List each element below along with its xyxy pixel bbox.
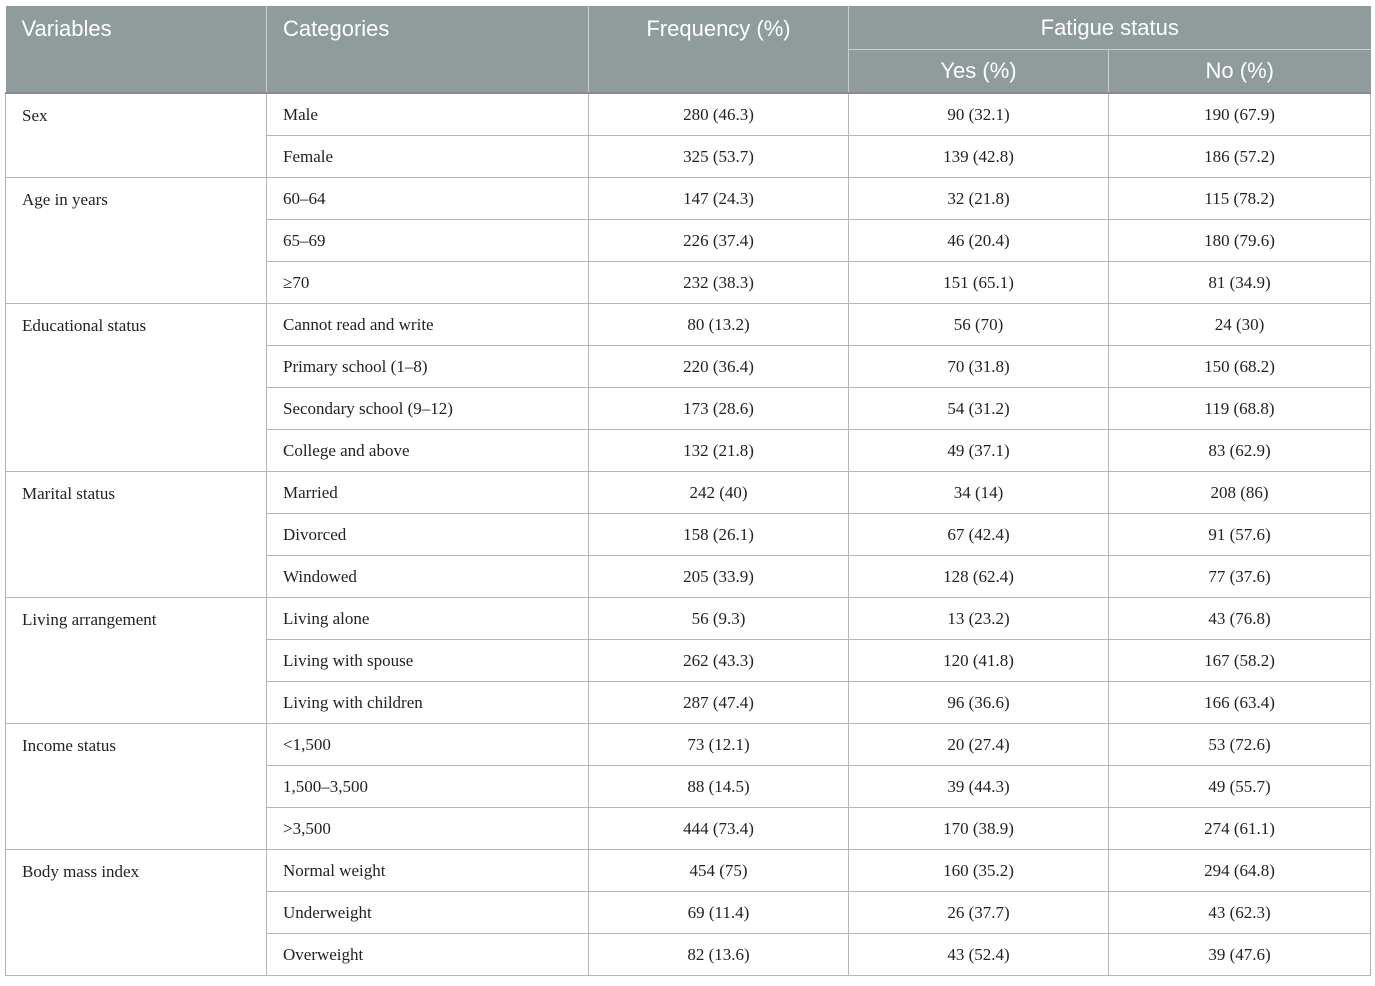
category-cell: Divorced [267,514,589,556]
frequency-cell: 444 (73.4) [589,808,849,850]
fatigue-no-cell: 208 (86) [1109,472,1371,514]
fatigue-yes-cell: 160 (35.2) [849,850,1109,892]
fatigue-no-cell: 83 (62.9) [1109,430,1371,472]
category-cell: Living with children [267,682,589,724]
variable-cell: Sex [6,93,267,178]
frequency-cell: 69 (11.4) [589,892,849,934]
category-cell: Underweight [267,892,589,934]
frequency-cell: 226 (37.4) [589,220,849,262]
header-yes: Yes (%) [849,50,1109,94]
frequency-cell: 147 (24.3) [589,178,849,220]
fatigue-yes-cell: 32 (21.8) [849,178,1109,220]
category-cell: <1,500 [267,724,589,766]
frequency-cell: 88 (14.5) [589,766,849,808]
table-row [6,93,1371,136]
frequency-cell: 82 (13.6) [589,934,849,976]
variable-cell: Living arrangement [6,598,267,724]
category-cell: Living alone [267,598,589,640]
fatigue-yes-cell: 20 (27.4) [849,724,1109,766]
category-cell: Secondary school (9–12) [267,388,589,430]
variable-cell: Income status [6,724,267,850]
table-row [6,724,1371,766]
fatigue-yes-cell: 170 (38.9) [849,808,1109,850]
fatigue-no-cell: 294 (64.8) [1109,850,1371,892]
category-cell: 60–64 [267,178,589,220]
table-row [6,472,1371,514]
fatigue-yes-cell: 70 (31.8) [849,346,1109,388]
frequency-cell: 205 (33.9) [589,556,849,598]
fatigue-no-cell: 53 (72.6) [1109,724,1371,766]
variable-cell: Marital status [6,472,267,598]
fatigue-no-cell: 24 (30) [1109,304,1371,346]
frequency-cell: 173 (28.6) [589,388,849,430]
frequency-cell: 325 (53.7) [589,136,849,178]
variable-cell: Age in years [6,178,267,304]
category-cell: Windowed [267,556,589,598]
frequency-cell: 232 (38.3) [589,262,849,304]
category-cell: 65–69 [267,220,589,262]
table-row [6,598,1371,640]
category-cell: Cannot read and write [267,304,589,346]
fatigue-yes-cell: 128 (62.4) [849,556,1109,598]
table-body [6,93,1371,976]
fatigue-no-cell: 274 (61.1) [1109,808,1371,850]
fatigue-yes-cell: 46 (20.4) [849,220,1109,262]
frequency-cell: 280 (46.3) [589,93,849,136]
fatigue-yes-cell: 54 (31.2) [849,388,1109,430]
frequency-cell: 220 (36.4) [589,346,849,388]
fatigue-no-cell: 180 (79.6) [1109,220,1371,262]
fatigue-yes-cell: 49 (37.1) [849,430,1109,472]
header-no: No (%) [1109,50,1371,94]
fatigue-no-cell: 81 (34.9) [1109,262,1371,304]
category-cell: Female [267,136,589,178]
fatigue-no-cell: 43 (62.3) [1109,892,1371,934]
category-cell: Normal weight [267,850,589,892]
fatigue-no-cell: 39 (47.6) [1109,934,1371,976]
fatigue-yes-cell: 43 (52.4) [849,934,1109,976]
frequency-cell: 80 (13.2) [589,304,849,346]
category-cell: >3,500 [267,808,589,850]
category-cell: College and above [267,430,589,472]
frequency-cell: 56 (9.3) [589,598,849,640]
frequency-cell: 287 (47.4) [589,682,849,724]
variable-cell: Educational status [6,304,267,472]
table-row [6,850,1371,892]
frequency-cell: 73 (12.1) [589,724,849,766]
fatigue-yes-cell: 151 (65.1) [849,262,1109,304]
frequency-cell: 262 (43.3) [589,640,849,682]
header-fatigue-status: Fatigue status [849,6,1371,50]
fatigue-yes-cell: 96 (36.6) [849,682,1109,724]
category-cell: Primary school (1–8) [267,346,589,388]
table-row [6,178,1371,220]
fatigue-no-cell: 43 (76.8) [1109,598,1371,640]
fatigue-yes-cell: 13 (23.2) [849,598,1109,640]
category-cell: Living with spouse [267,640,589,682]
category-cell: 1,500–3,500 [267,766,589,808]
variable-cell: Body mass index [6,850,267,976]
category-cell: Male [267,93,589,136]
frequency-cell: 158 (26.1) [589,514,849,556]
data-table [5,6,1371,976]
fatigue-no-cell: 167 (58.2) [1109,640,1371,682]
header-variables: Variables [6,6,267,93]
fatigue-yes-cell: 39 (44.3) [849,766,1109,808]
table-header [6,6,1371,93]
fatigue-yes-cell: 120 (41.8) [849,640,1109,682]
fatigue-yes-cell: 56 (70) [849,304,1109,346]
fatigue-yes-cell: 67 (42.4) [849,514,1109,556]
fatigue-no-cell: 77 (37.6) [1109,556,1371,598]
header-categories: Categories [267,6,589,93]
fatigue-no-cell: 150 (68.2) [1109,346,1371,388]
category-cell: Overweight [267,934,589,976]
fatigue-no-cell: 91 (57.6) [1109,514,1371,556]
table-row [6,304,1371,346]
fatigue-yes-cell: 26 (37.7) [849,892,1109,934]
fatigue-no-cell: 186 (57.2) [1109,136,1371,178]
frequency-cell: 454 (75) [589,850,849,892]
frequency-cell: 132 (21.8) [589,430,849,472]
header-frequency: Frequency (%) [589,6,849,93]
fatigue-no-cell: 115 (78.2) [1109,178,1371,220]
fatigue-no-cell: 49 (55.7) [1109,766,1371,808]
frequency-cell: 242 (40) [589,472,849,514]
fatigue-yes-cell: 139 (42.8) [849,136,1109,178]
fatigue-no-cell: 190 (67.9) [1109,93,1371,136]
fatigue-no-cell: 166 (63.4) [1109,682,1371,724]
fatigue-yes-cell: 90 (32.1) [849,93,1109,136]
fatigue-yes-cell: 34 (14) [849,472,1109,514]
category-cell: ≥70 [267,262,589,304]
fatigue-no-cell: 119 (68.8) [1109,388,1371,430]
category-cell: Married [267,472,589,514]
